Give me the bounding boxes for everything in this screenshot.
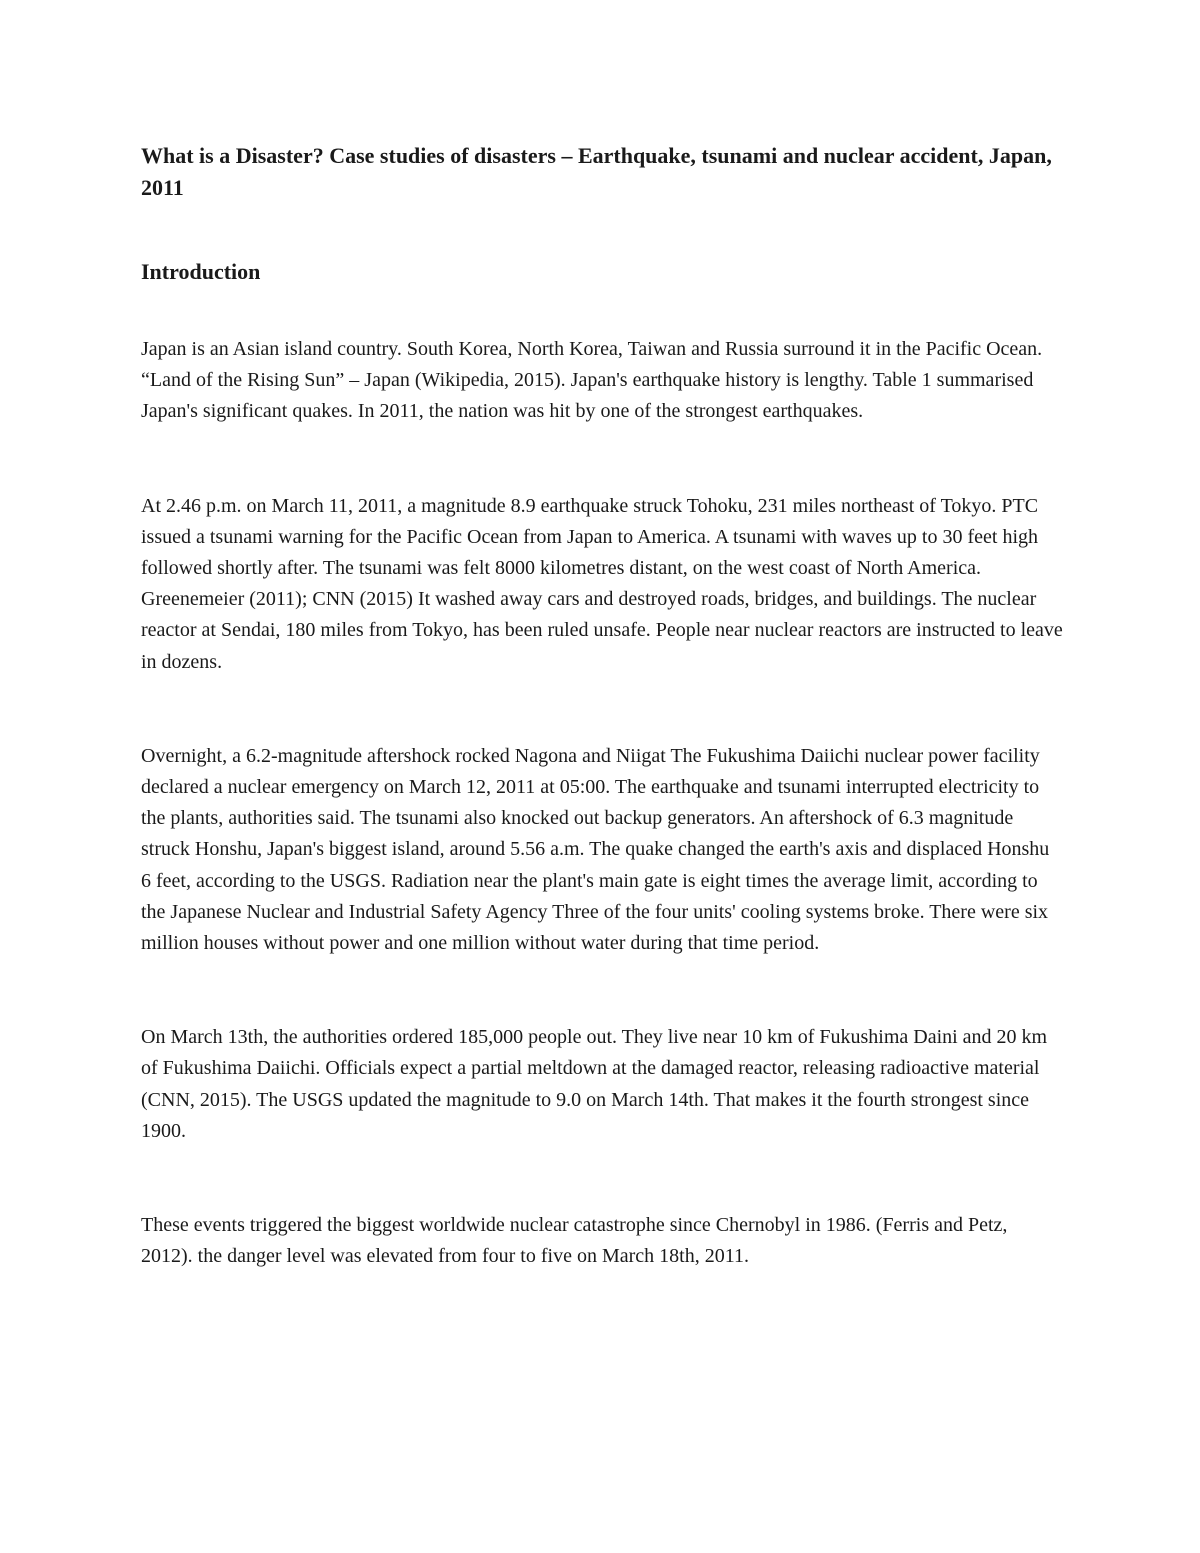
paragraph-nuclear-catastrophe: These events triggered the biggest worldwide nuclear catastrophe since Chernobyl in 1986. (Ferris and Petz, 2012). the danger level was elevated from four to five on March 18th, 2011. bbox=[141, 1214, 1008, 1268]
paragraph-aftershock: Overnight, a 6.2-magnitude aftershock rocked Nagona and Niigat The Fukushima Daiichi nuclear power facility declared a nuclear emergency on March 12, 2011 at 05:00. The earthquake and tsunami interrupted electricity to the plants, authorities said. The tsunami also knocked out backup generators. An aftershock of 6.3 magnitude struck Honshu, Japan's biggest island, around 5.56 a.m. The quake changed the earth's axis and displaced Honshu 6 feet, according to the USGS. Radiation near the plant's main gate is eight times the average limit, according to the Japanese Nuclear and Industrial Safety Agency Three of the four units' cooling systems broke. There were six million houses without power and one million without water during that time period. bbox=[141, 744, 1050, 955]
paragraph-march-13: On March 13th, the authorities ordered 185,000 people out. They live near 10 km of Fukushima Daini and 20 km of Fukushima Daiichi. Officials expect a partial meltdown at the damaged reactor, releasing radioactive material (CNN, 2015). The USGS updated the magnitude to 9.0 on March 14th. That makes it the fourth strongest since 1900. bbox=[141, 1026, 1048, 1142]
document-page bbox=[141, 140, 1063, 1272]
paragraph-introduction: Japan is an Asian island country. South Korea, North Korea, Taiwan and Russia surround it in the Pacific Ocean. “Land of the Rising Sun” – Japan (Wikipedia, 2015). Japan's earthquake history is lengthy. Table 1 summarised Japan's significant quakes. In 2011, the nation was hit by one of the strongest earthquakes. bbox=[141, 338, 1043, 423]
paragraph-march-11: At 2.46 p.m. on March 11, 2011, a magnitude 8.9 earthquake struck Tohoku, 231 miles northeast of Tokyo. PTC issued a tsunami warning for the Pacific Ocean from Japan to America. A tsunami with waves up to 30 feet high followed shortly after. The tsunami was felt 8000 kilometres distant, on the west coast of North America. Greenemeier (2011); CNN (2015) It washed away cars and destroyed roads, bridges, and buildings. The nuclear reactor at Sendai, 180 miles from Tokyo, has been ruled unsafe. People near nuclear reactors are instructed to leave in dozens. bbox=[141, 494, 1063, 673]
document-title: What is a Disaster? Case studies of disasters – Earthquake, tsunami and nuclear accident, Japan, 2011 bbox=[141, 143, 1052, 200]
section-heading-introduction: Introduction bbox=[141, 259, 261, 284]
